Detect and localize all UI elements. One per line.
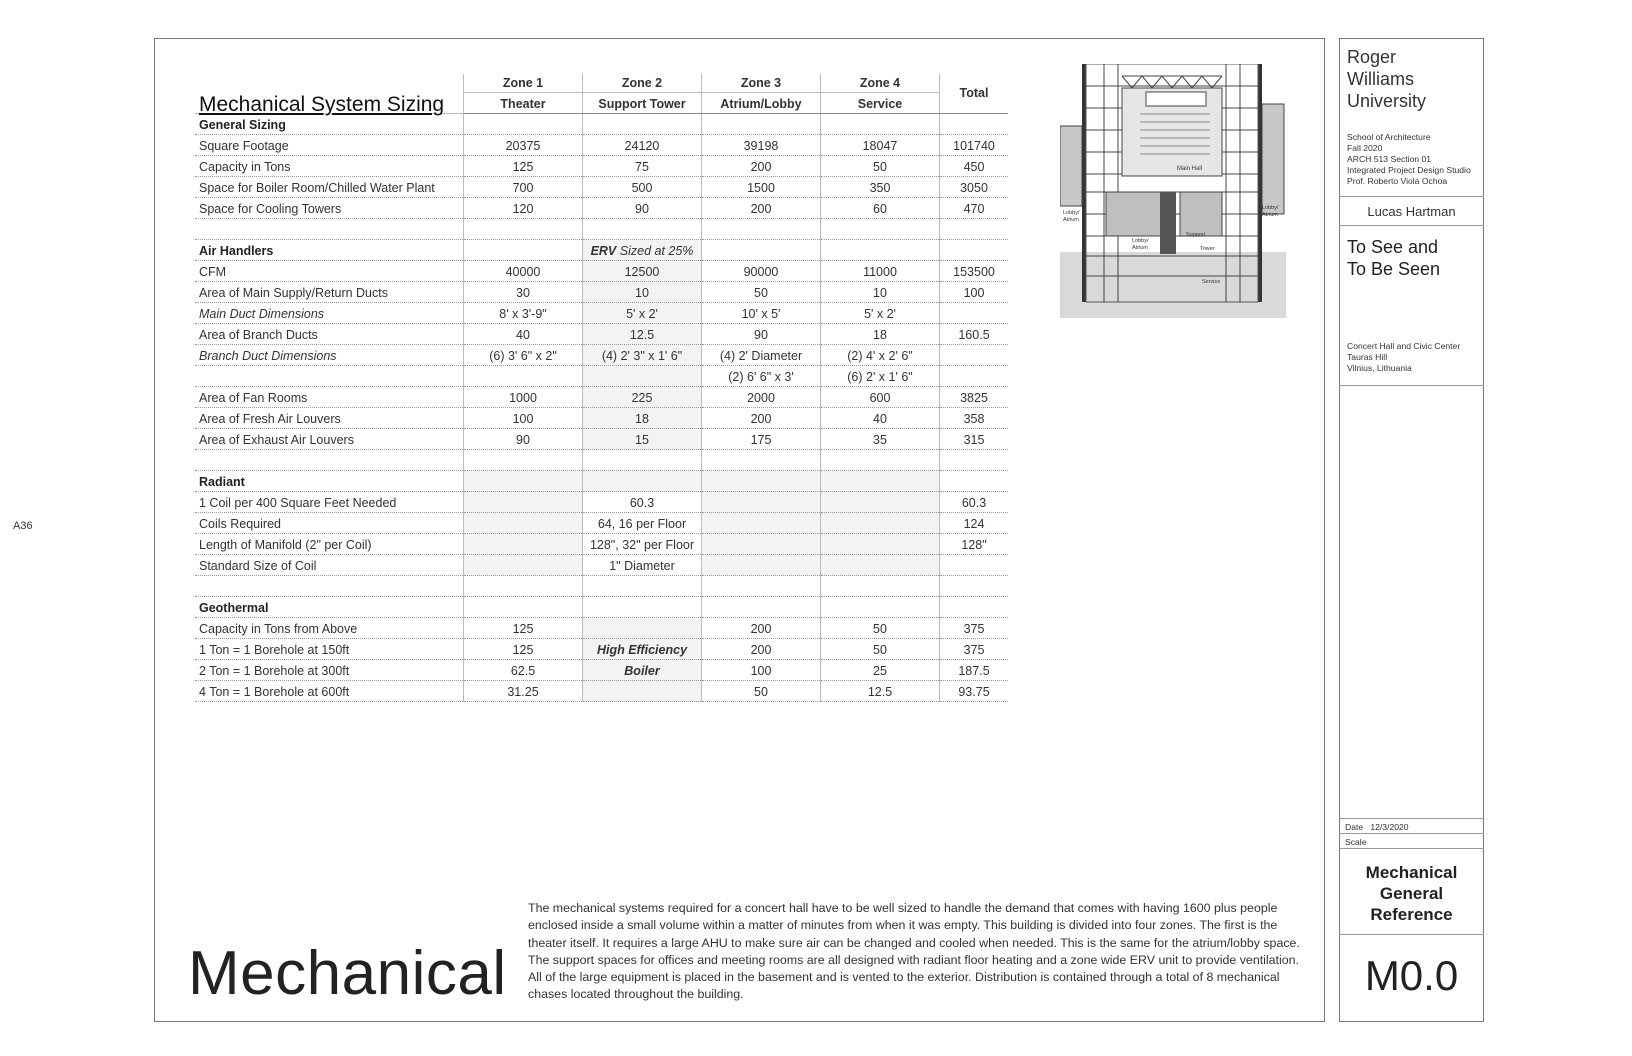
table-cell: 200: [702, 198, 821, 219]
table-cell: [464, 366, 583, 387]
table-cell: [464, 219, 583, 240]
zone-1-name: Theater: [464, 93, 583, 114]
project-line-1: To See and: [1347, 237, 1439, 257]
table-cell: 90: [702, 324, 821, 345]
table-cell: [583, 114, 702, 135]
row-label: Capacity in Tons from Above: [195, 618, 464, 639]
table-cell: 100: [940, 282, 1009, 303]
table-row: [195, 345, 1008, 366]
table-cell: 50: [821, 618, 940, 639]
table-cell: [583, 219, 702, 240]
table-cell: [464, 597, 583, 618]
spacer-row: [195, 450, 1008, 471]
table-cell: [821, 240, 940, 261]
table-cell: 175: [702, 429, 821, 450]
description-paragraph: The mechanical systems required for a concert hall have to be well sized to handle the demand that comes with having 1600 plus people enclosed inside a small volume within a matter of minutes from when it was empty. This building is divided into four zones. The first is the theater itself. It requires a large AHU to make sure air can be changed and cooled when needed. This is the same for the atrium/lobby space. The support spaces for offices and meeting rooms are all designed with radiant floor heating and a zone wide ERV unit to provide ventilation. All of the large equipment is placed in the basement and is vented to the exterior. Distribution is contained through a total of 8 mechanical chases located throughout the building.: [528, 901, 1300, 1002]
table-cell: 39198: [702, 135, 821, 156]
table-cell: [702, 555, 821, 576]
table-cell: 1000: [464, 387, 583, 408]
table-cell: [464, 534, 583, 555]
date-row: [1345, 822, 1490, 832]
table-cell: 10: [821, 282, 940, 303]
table-cell: 93.75: [940, 681, 1009, 702]
student-name: Lucas Hartman: [1367, 204, 1456, 219]
table-cell: [821, 597, 940, 618]
radiant-section: [195, 471, 1008, 597]
table-row: [195, 198, 1008, 219]
table-cell: 128", 32" per Floor: [583, 534, 702, 555]
table-cell: [583, 240, 702, 261]
university-line-1: Roger: [1347, 47, 1397, 67]
table-cell: [702, 219, 821, 240]
scale-row: Scale: [1345, 837, 1367, 847]
table-cell: 18047: [821, 135, 940, 156]
section-heading: Air Handlers: [195, 240, 464, 261]
row-label: Space for Boiler Room/Chilled Water Plant: [195, 177, 464, 198]
zone-4-header: Zone 4: [821, 74, 940, 93]
table-cell: [195, 219, 464, 240]
table-cell: 1" Diameter: [583, 555, 702, 576]
table-cell: 5' x 2': [821, 303, 940, 324]
table-cell: [702, 114, 821, 135]
table-row: [195, 135, 1008, 156]
section-heading: General Sizing: [195, 114, 464, 135]
row-label: Square Footage: [195, 135, 464, 156]
table-cell: [940, 555, 1009, 576]
table-cell: 160.5: [940, 324, 1009, 345]
table-cell: 315: [940, 429, 1009, 450]
table-cell: [940, 576, 1009, 597]
location-line-1: Concert Hall and Civic Center: [1347, 341, 1461, 351]
location-line-2: Tauras Hill: [1347, 352, 1388, 362]
table-cell: 8' x 3'-9": [464, 303, 583, 324]
zone-1-header: Zone 1: [464, 74, 583, 93]
table-cell: [583, 597, 702, 618]
lobby-atrium-block: [1106, 192, 1162, 236]
table-cell: [821, 492, 940, 513]
table-cell: [821, 114, 940, 135]
table-cell: 358: [940, 408, 1009, 429]
course-line-3: ARCH 513 Section 01: [1347, 154, 1432, 164]
table-cell: 11000: [821, 261, 940, 282]
course-line-1: School of Architecture: [1347, 132, 1431, 142]
sheet-title-line-1: Mechanical: [1365, 863, 1458, 882]
table-cell: [583, 471, 702, 492]
table-row: [195, 681, 1008, 702]
university-line-2: Williams: [1347, 69, 1414, 89]
table-cell: 124: [940, 513, 1009, 534]
sheet-number: M0.0: [1364, 952, 1459, 999]
section-heading: Geothermal: [195, 597, 464, 618]
right-wall: [1258, 64, 1262, 302]
lobby-center-label-2: Atrium: [1132, 245, 1148, 251]
table-cell: [464, 450, 583, 471]
geothermal-heading-row: [195, 597, 1008, 618]
stage-box: [1146, 92, 1206, 106]
table-cell: 153500: [940, 261, 1009, 282]
university-line-3: University: [1347, 91, 1427, 111]
course-line-2: Fall 2020: [1347, 143, 1383, 153]
row-label: Length of Manifold (2" per Coil): [195, 534, 464, 555]
sheet-title-line-3: Reference: [1370, 905, 1453, 924]
lobby-right-label-2: Atrium: [1262, 212, 1278, 218]
table-cell: 120: [464, 198, 583, 219]
table-cell: 24120: [583, 135, 702, 156]
table-cell: (6) 2' x 1' 6": [821, 366, 940, 387]
air-handlers-heading-row: [195, 240, 1008, 261]
table-cell: [583, 618, 702, 639]
zone-4-name: Service: [821, 93, 940, 114]
tb-divider: [1339, 196, 1484, 197]
table-row: [195, 408, 1008, 429]
table-cell: 470: [940, 198, 1009, 219]
row-label: Capacity in Tons: [195, 156, 464, 177]
date-label: Date: [1345, 822, 1364, 832]
table-cell: High Efficiency: [583, 639, 702, 660]
table-row: [195, 366, 1008, 387]
table-cell: [940, 450, 1009, 471]
table-cell: 90000: [702, 261, 821, 282]
table-cell: [821, 471, 940, 492]
table-cell: [940, 366, 1009, 387]
row-label: Area of Fresh Air Louvers: [195, 408, 464, 429]
table-cell: 50: [702, 282, 821, 303]
table-row: [195, 177, 1008, 198]
table-row: [195, 303, 1008, 324]
main-hall-label: Main Hall: [1176, 166, 1202, 172]
table-row: [195, 534, 1008, 555]
table-cell: 90: [464, 429, 583, 450]
row-label: 1 Ton = 1 Borehole at 150ft: [195, 639, 464, 660]
lobby-left-label-2: Atrium: [1063, 217, 1079, 223]
tb-divider: [1339, 385, 1484, 386]
table-cell: [940, 240, 1009, 261]
table-row: [195, 324, 1008, 345]
table-cell: [940, 597, 1009, 618]
table-row: [195, 639, 1008, 660]
row-label: Area of Main Supply/Return Ducts: [195, 282, 464, 303]
course-line-5: Prof. Roberto Viola Ochoa: [1347, 176, 1448, 186]
table-cell: [464, 240, 583, 261]
table-cell: 200: [702, 156, 821, 177]
zone-3-name: Atrium/Lobby: [702, 93, 821, 114]
table-cell: 100: [464, 408, 583, 429]
tb-divider: [1339, 225, 1484, 226]
table-cell: 40000: [464, 261, 583, 282]
table-row: [195, 660, 1008, 681]
course-line-4: Integrated Project Design Studio: [1347, 165, 1471, 175]
table-cell: 375: [940, 618, 1009, 639]
table-cell: 125: [464, 156, 583, 177]
table-cell: [583, 366, 702, 387]
table-cell: 18: [821, 324, 940, 345]
erv-label: ERV: [590, 244, 617, 258]
table-cell: 35: [821, 429, 940, 450]
table-cell: [583, 681, 702, 702]
tb-divider: [1339, 848, 1484, 849]
table-cell: 30: [464, 282, 583, 303]
row-label: Standard Size of Coil: [195, 555, 464, 576]
table-cell: 500: [583, 177, 702, 198]
table-cell: [702, 240, 821, 261]
row-label: Area of Branch Ducts: [195, 324, 464, 345]
big-title: Mechanical: [188, 939, 507, 1008]
table-cell: 375: [940, 639, 1009, 660]
table-cell: [702, 576, 821, 597]
course-info: [1347, 132, 1492, 187]
project-line-2: To Be Seen: [1347, 259, 1441, 279]
row-label: Area of Fan Rooms: [195, 387, 464, 408]
project-title: [1347, 236, 1492, 280]
table-cell: (2) 4' x 2' 6": [821, 345, 940, 366]
table-cell: [821, 534, 940, 555]
table-cell: Boiler: [583, 660, 702, 681]
table-cell: [821, 219, 940, 240]
table-cell: [821, 555, 940, 576]
table-cell: 10: [583, 282, 702, 303]
table-cell: 350: [821, 177, 940, 198]
table-cell: 2000: [702, 387, 821, 408]
table-cell: 200: [702, 408, 821, 429]
table-cell: [702, 597, 821, 618]
ground: [1060, 252, 1286, 318]
table-cell: 60.3: [940, 492, 1009, 513]
table-cell: [464, 576, 583, 597]
left-wall: [1082, 64, 1086, 302]
table-row: [195, 618, 1008, 639]
table-cell: [821, 450, 940, 471]
table-cell: 20375: [464, 135, 583, 156]
row-label: Space for Cooling Towers: [195, 198, 464, 219]
tower-label: Tower: [1200, 246, 1215, 252]
table-cell: [702, 513, 821, 534]
geothermal-section: [195, 597, 1008, 702]
table-row: [195, 387, 1008, 408]
table-row: [195, 555, 1008, 576]
erv-note: Sized at 25%: [619, 244, 694, 258]
table-cell: [940, 345, 1009, 366]
table-cell: 187.5: [940, 660, 1009, 681]
table-cell: 5' x 2': [583, 303, 702, 324]
zone-2-header: Zone 2: [583, 74, 702, 93]
table-cell: 25: [821, 660, 940, 681]
section-heading: Radiant: [195, 471, 464, 492]
table-cell: 40: [464, 324, 583, 345]
table-cell: [583, 576, 702, 597]
row-label: Branch Duct Dimensions: [195, 345, 464, 366]
university-name: [1347, 46, 1492, 112]
table-cell: [464, 513, 583, 534]
table-cell: [464, 492, 583, 513]
table-cell: [583, 450, 702, 471]
right-annex: [1262, 104, 1284, 214]
table-cell: 18: [583, 408, 702, 429]
table-row: [195, 429, 1008, 450]
row-label: 4 Ton = 1 Borehole at 600ft: [195, 681, 464, 702]
general-sizing-heading-row: [195, 114, 1008, 135]
row-label: 2 Ton = 1 Borehole at 300ft: [195, 660, 464, 681]
table-row: [195, 282, 1008, 303]
zone-3-header: Zone 3: [702, 74, 821, 93]
table-cell: [464, 471, 583, 492]
row-label: [195, 366, 464, 387]
table-cell: [195, 450, 464, 471]
table-cell: 125: [464, 639, 583, 660]
sheet-id: A36: [13, 520, 33, 532]
table-cell: 125: [464, 618, 583, 639]
table-cell: [464, 555, 583, 576]
table-cell: (4) 2' Diameter: [702, 345, 821, 366]
table-cell: [464, 114, 583, 135]
table-cell: [940, 471, 1009, 492]
table-cell: 101740: [940, 135, 1009, 156]
table-cell: 3050: [940, 177, 1009, 198]
spacer-row: [195, 576, 1008, 597]
table-cell: [702, 471, 821, 492]
table-cell: 450: [940, 156, 1009, 177]
lobby-left-label-1: Lobby/: [1063, 210, 1080, 216]
table-cell: 31.25: [464, 681, 583, 702]
table-cell: 3825: [940, 387, 1009, 408]
table-cell: [940, 303, 1009, 324]
table-cell: 12.5: [821, 681, 940, 702]
table-cell: 50: [821, 156, 940, 177]
spacer-row: [195, 219, 1008, 240]
table-cell: [702, 450, 821, 471]
mechanical-chase: [1160, 192, 1176, 254]
location-line-3: Vilnius, Lithuania: [1347, 363, 1412, 373]
left-annex: [1060, 126, 1082, 206]
table-cell: 600: [821, 387, 940, 408]
table-cell: 64, 16 per Floor: [583, 513, 702, 534]
table-title: Mechanical System Sizing: [195, 74, 464, 114]
table-cell: (4) 2' 3" x 1' 6": [583, 345, 702, 366]
table-cell: (2) 6' 6" x 3': [702, 366, 821, 387]
zone-2-name: Support Tower: [583, 93, 702, 114]
date-value: 12/3/2020: [1370, 822, 1409, 832]
sheet-title: [1339, 862, 1484, 925]
table-cell: 225: [583, 387, 702, 408]
general-sizing-section: [195, 114, 1008, 240]
row-label: Area of Exhaust Air Louvers: [195, 429, 464, 450]
tb-divider: [1339, 833, 1484, 834]
sheet-title-line-2: General: [1379, 884, 1444, 903]
table-cell: 12.5: [583, 324, 702, 345]
table-cell: 100: [702, 660, 821, 681]
table-cell: 10' x 5': [702, 303, 821, 324]
table-cell: [702, 534, 821, 555]
row-label: Main Duct Dimensions: [195, 303, 464, 324]
table-header-row-zones: [195, 74, 1008, 93]
table-cell: 50: [702, 681, 821, 702]
row-label: Coils Required: [195, 513, 464, 534]
table-cell: 12500: [583, 261, 702, 282]
table-cell: 60: [821, 198, 940, 219]
table-cell: 90: [583, 198, 702, 219]
table-cell: [940, 114, 1009, 135]
table-cell: (6) 3' 6" x 2": [464, 345, 583, 366]
table-row: [195, 513, 1008, 534]
table-cell: 200: [702, 639, 821, 660]
support-tower-block: [1180, 192, 1222, 236]
table-cell: [821, 576, 940, 597]
row-label: 1 Coil per 400 Square Feet Needed: [195, 492, 464, 513]
table-row: [195, 492, 1008, 513]
table-cell: 15: [583, 429, 702, 450]
table-cell: 700: [464, 177, 583, 198]
table-cell: 1500: [702, 177, 821, 198]
table-cell: [702, 492, 821, 513]
table-cell: 128": [940, 534, 1009, 555]
radiant-heading-row: [195, 471, 1008, 492]
table-row: [195, 156, 1008, 177]
table-cell: 62.5: [464, 660, 583, 681]
air-handlers-section: [195, 240, 1008, 471]
building-section-drawing: [1060, 64, 1286, 330]
row-label: CFM: [195, 261, 464, 282]
tb-divider: [1339, 818, 1484, 819]
support-label: Support: [1186, 232, 1206, 238]
table-cell: 50: [821, 639, 940, 660]
service-label: Service: [1202, 279, 1221, 285]
table-cell: 75: [583, 156, 702, 177]
table-cell: 40: [821, 408, 940, 429]
table-cell: [195, 576, 464, 597]
project-location: [1347, 341, 1492, 374]
mechanical-sizing-table: [195, 74, 1008, 702]
table-cell: 200: [702, 618, 821, 639]
total-header: Total: [940, 74, 1009, 114]
lobby-right-label-1: Lobby/: [1262, 205, 1279, 211]
table-cell: [940, 219, 1009, 240]
table-row: [195, 261, 1008, 282]
table-cell: 60.3: [583, 492, 702, 513]
table-cell: [821, 513, 940, 534]
lobby-center-label-1: Lobby/: [1132, 238, 1149, 244]
tb-divider: [1339, 934, 1484, 935]
